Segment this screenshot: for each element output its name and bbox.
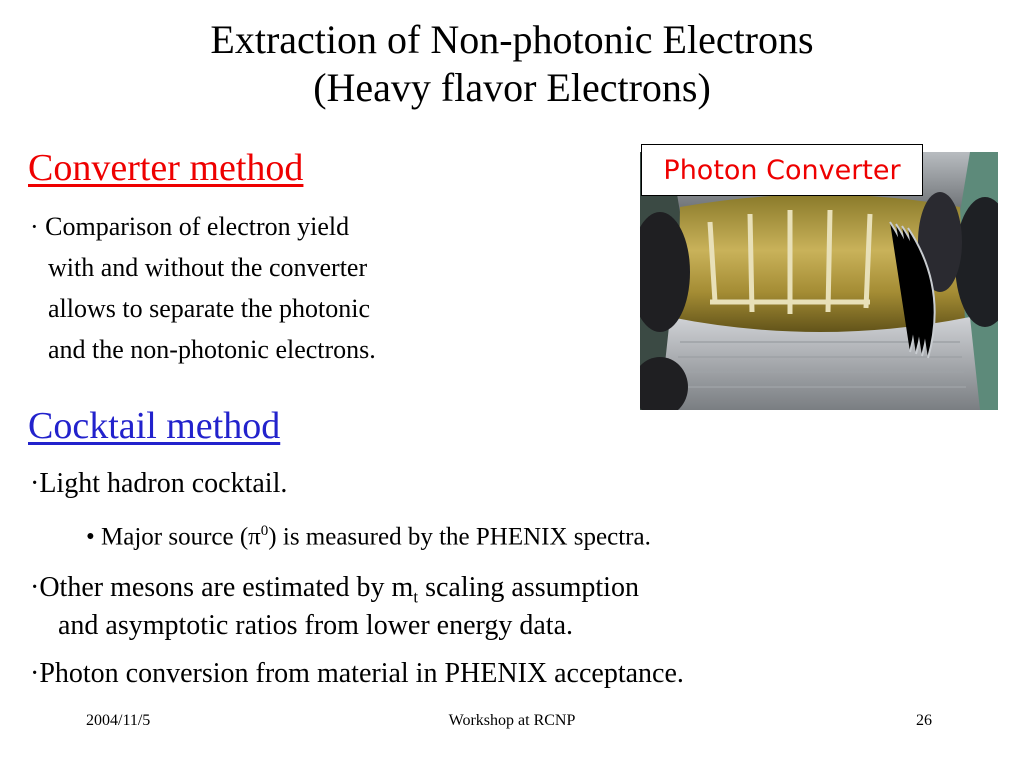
- footer-event: Workshop at RCNP: [448, 712, 576, 729]
- converter-line-2: with and without the converter: [48, 253, 368, 282]
- photo-converter-label: Photon Converter: [641, 144, 923, 196]
- converter-method-heading: Converter method: [28, 147, 304, 189]
- pi-superscript: 0: [260, 523, 269, 539]
- title-line-1: Extraction of Non-photonic Electrons: [210, 17, 814, 62]
- bullet-photon-conversion: ·Photon conversion from material in PHENIX acceptance.: [30, 658, 684, 689]
- footer-page-number: 26: [916, 712, 932, 729]
- bullet-other-mesons-text-a: ·Other mesons are estimated by m: [30, 572, 414, 603]
- cocktail-method-heading: Cocktail method: [28, 405, 281, 447]
- converter-line-4: and the non-photonic electrons.: [48, 335, 376, 364]
- bullet-other-mesons-text-b: scaling assumption: [418, 572, 639, 603]
- bullet-other-mesons-line-2: and asymptotic ratios from lower energy data.: [58, 610, 573, 641]
- sub-bullet-major-source: [86, 514, 651, 554]
- bullet-light-hadron: ·Light hadron cocktail.: [30, 468, 288, 499]
- converter-description: [30, 206, 630, 370]
- footer-date: 2004/11/5: [86, 712, 151, 729]
- converter-line-1: · Comparison of electron yield: [30, 212, 350, 241]
- sub-bullet-text-a: • Major source (π: [86, 523, 261, 551]
- title-line-2: (Heavy flavor Electrons): [313, 65, 711, 110]
- mt-subscript: t: [413, 587, 419, 607]
- converter-line-3: allows to separate the photonic: [48, 294, 371, 323]
- sub-bullet-text-b: ) is measured by the PHENIX spectra.: [268, 523, 651, 551]
- slide-title: [0, 16, 1024, 112]
